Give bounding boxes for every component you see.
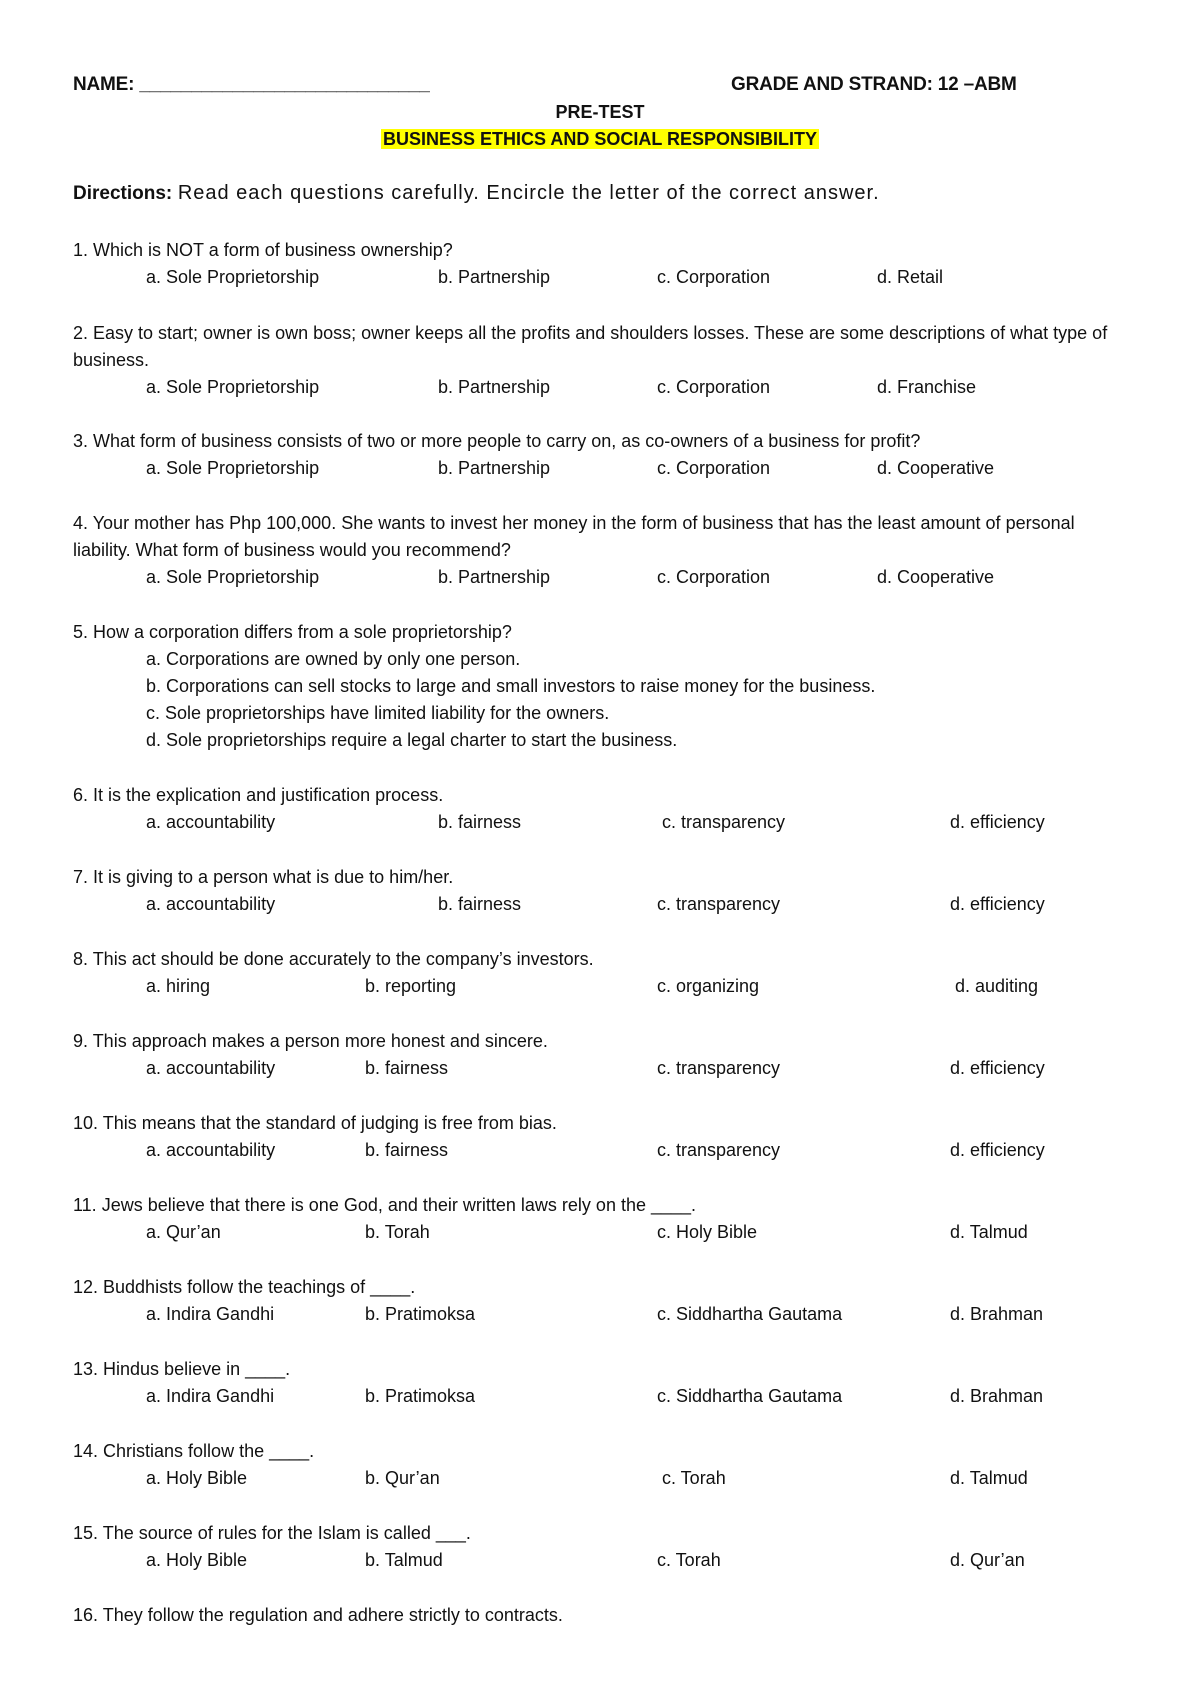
options-row (73, 1219, 1133, 1246)
option-c[interactable]: c. Corporation (657, 567, 771, 587)
question-3 (73, 428, 1133, 482)
question-12 (73, 1274, 1133, 1328)
question-14 (73, 1438, 1133, 1492)
option-b[interactable]: b. reporting (365, 976, 457, 996)
option-a[interactable]: a. Qur’an (146, 1222, 221, 1242)
question-text: 16. They follow the regulation and adhere strictly to contracts. (73, 1605, 563, 1625)
question-text: 13. Hindus believe in ____. (73, 1359, 291, 1379)
directions-text: Read each questions carefully. Encircle the letter of the correct answer. (177, 182, 880, 204)
question-6 (73, 782, 1133, 836)
option-d[interactable]: d. efficiency (950, 1140, 1045, 1160)
option-c[interactable]: c. Holy Bible (657, 1222, 758, 1242)
question-text: 15. The source of rules for the Islam is called ___. (73, 1523, 471, 1543)
option-a[interactable]: a. Sole Proprietorship (146, 567, 320, 587)
option-b[interactable]: b. Pratimoksa (365, 1386, 476, 1406)
name-field-label: NAME: ____________________________ (73, 74, 430, 95)
question-text: 1. Which is NOT a form of business ownership? (73, 240, 453, 260)
question-11 (73, 1192, 1133, 1246)
subject-title: BUSINESS ETHICS AND SOCIAL RESPONSIBILITY (382, 129, 818, 149)
question-7 (73, 864, 1133, 918)
option-c[interactable]: c. transparency (657, 894, 781, 914)
directions-label: Directions: (73, 183, 173, 204)
options-list (73, 646, 1133, 754)
option-a[interactable]: a. hiring (146, 976, 211, 996)
option-b[interactable]: b. Partnership (438, 377, 551, 397)
question-text: 7. It is giving to a person what is due to him/her. (73, 867, 454, 887)
options-row (73, 1465, 1133, 1492)
options-row (73, 455, 1133, 482)
question-4 (73, 510, 1133, 591)
option-b[interactable]: b. fairness (365, 1140, 449, 1160)
option-a[interactable]: a. accountability (146, 1140, 276, 1160)
option-d[interactable]: d. efficiency (950, 812, 1045, 832)
question-8 (73, 946, 1133, 1000)
option-c[interactable]: c. Torah (662, 1468, 726, 1488)
option-c[interactable]: c. Corporation (657, 377, 771, 397)
option-a[interactable]: a. Sole Proprietorship (146, 267, 320, 287)
question-text: 2. Easy to start; owner is own boss; owner keeps all the profits and shoulders losses. These are some descriptions of what type of business. (73, 323, 1108, 370)
options-row (73, 374, 1133, 401)
options-row (73, 1301, 1133, 1328)
option-c[interactable]: c. Sole proprietorships have limited liability for the owners. (146, 703, 610, 723)
options-row (73, 564, 1133, 591)
option-a[interactable]: a. accountability (146, 1058, 276, 1078)
option-b[interactable]: b. Talmud (365, 1550, 443, 1570)
question-16 (73, 1602, 1133, 1629)
question-2 (73, 320, 1133, 401)
question-text: 9. This approach makes a person more honest and sincere. (73, 1031, 548, 1051)
option-a[interactable]: a. Sole Proprietorship (146, 377, 320, 397)
option-d[interactable]: d. Cooperative (877, 567, 995, 587)
option-d[interactable]: d. Talmud (950, 1222, 1028, 1242)
directions (73, 182, 880, 205)
option-d[interactable]: d. efficiency (950, 894, 1045, 914)
option-a[interactable]: a. Corporations are owned by only one person. (146, 649, 521, 669)
question-5 (73, 619, 1133, 754)
question-10 (73, 1110, 1133, 1164)
option-a[interactable]: a. Indira Gandhi (146, 1304, 275, 1324)
option-d[interactable]: d. Franchise (877, 377, 977, 397)
option-b[interactable]: b. fairness (365, 1058, 449, 1078)
question-1 (73, 237, 1133, 291)
option-d[interactable]: d. Talmud (950, 1468, 1028, 1488)
option-a[interactable]: a. accountability (146, 812, 276, 832)
question-text: 4. Your mother has Php 100,000. She wants to invest her money in the form of business that has the least amount of personal liability. What form of business would you recommend? (73, 513, 1075, 560)
option-c[interactable]: c. Siddhartha Gautama (657, 1386, 843, 1406)
option-d[interactable]: d. Sole proprietorships require a legal charter to start the business. (146, 730, 678, 750)
option-d[interactable]: d. Retail (877, 267, 944, 287)
question-text: 11. Jews believe that there is one God, and their written laws rely on the ____. (73, 1195, 697, 1215)
option-a[interactable]: a. Indira Gandhi (146, 1386, 275, 1406)
option-c[interactable]: c. Corporation (657, 458, 771, 478)
options-row (73, 1137, 1133, 1164)
grade-strand-label: GRADE AND STRAND: 12 –ABM (731, 74, 1017, 95)
options-row (73, 891, 1133, 918)
option-b[interactable]: b. Pratimoksa (365, 1304, 476, 1324)
option-d[interactable]: d. Brahman (950, 1386, 1044, 1406)
question-text: 14. Christians follow the ____. (73, 1441, 315, 1461)
option-c[interactable]: c. transparency (657, 1058, 781, 1078)
option-a[interactable]: a. Holy Bible (146, 1550, 248, 1570)
option-c[interactable]: c. Corporation (657, 267, 771, 287)
option-b[interactable]: b. Corporations can sell stocks to large and small investors to raise money for the business. (146, 676, 876, 696)
option-c[interactable]: c. transparency (657, 1140, 781, 1160)
question-13 (73, 1356, 1133, 1410)
option-c[interactable]: c. Torah (657, 1550, 721, 1570)
option-b[interactable]: b. Partnership (438, 267, 551, 287)
option-c[interactable]: c. organizing (657, 976, 760, 996)
option-a[interactable]: a. Sole Proprietorship (146, 458, 320, 478)
pretest-title: PRE-TEST (555, 102, 645, 122)
options-row (73, 264, 1133, 291)
option-b[interactable]: b. fairness (438, 894, 522, 914)
options-row (73, 809, 1133, 836)
option-b[interactable]: b. Torah (365, 1222, 430, 1242)
question-15 (73, 1520, 1133, 1574)
question-text: 8. This act should be done accurately to the company’s investors. (73, 949, 594, 969)
option-b[interactable]: b. Partnership (438, 458, 551, 478)
question-text: 10. This means that the standard of judging is free from bias. (73, 1113, 557, 1133)
option-d[interactable]: d. Cooperative (877, 458, 995, 478)
option-d[interactable]: d. Brahman (950, 1304, 1044, 1324)
question-text: 6. It is the explication and justification process. (73, 785, 444, 805)
question-text: 12. Buddhists follow the teachings of ____. (73, 1277, 416, 1297)
option-c[interactable]: c. transparency (662, 812, 786, 832)
option-a[interactable]: a. accountability (146, 894, 276, 914)
option-d[interactable]: d. efficiency (950, 1058, 1045, 1078)
option-d[interactable]: d. auditing (955, 976, 1039, 996)
option-b[interactable]: b. Qur’an (365, 1468, 440, 1488)
question-text: 3. What form of business consists of two or more people to carry on, as co-owners of a business for profit? (73, 431, 921, 451)
option-a[interactable]: a. Holy Bible (146, 1468, 248, 1488)
option-d[interactable]: d. Qur’an (950, 1550, 1025, 1570)
question-9 (73, 1028, 1133, 1082)
option-b[interactable]: b. fairness (438, 812, 522, 832)
options-row (73, 1055, 1133, 1082)
question-text: 5. How a corporation differs from a sole proprietorship? (73, 622, 512, 642)
options-row (73, 973, 1133, 1000)
option-c[interactable]: c. Siddhartha Gautama (657, 1304, 843, 1324)
options-row (73, 1383, 1133, 1410)
option-b[interactable]: b. Partnership (438, 567, 551, 587)
options-row (73, 1547, 1133, 1574)
subject-title-line (0, 129, 1200, 150)
